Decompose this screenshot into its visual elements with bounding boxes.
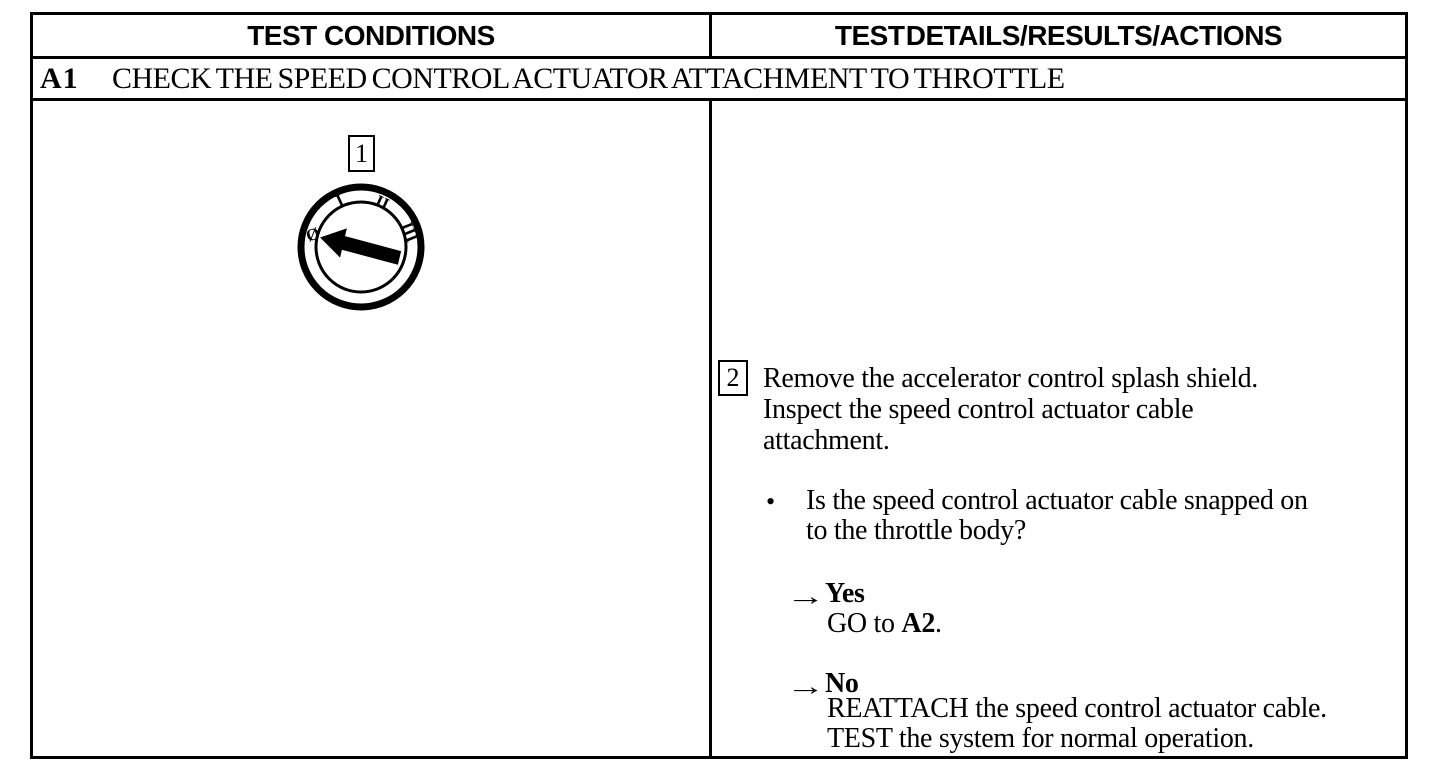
bullet-icon: • <box>766 487 776 516</box>
ignition-position-1-label: I <box>332 190 347 211</box>
ignition-position-lock-label: Ø <box>303 223 323 246</box>
action-step-reference: A2 <box>901 608 936 639</box>
ignition-position-2-label: II <box>372 191 393 214</box>
action-line: REATTACH the speed control actuator cable. <box>827 693 1327 724</box>
instruction-line: Inspect the speed control actuator cable <box>763 394 1194 425</box>
test-step-title: CHECK THE SPEED CONTROL ACTUATOR ATTACHMENT TO THROTTLE <box>112 62 1065 95</box>
action-text: . <box>935 608 942 639</box>
step-row-bottom-rule <box>30 98 1408 101</box>
figure-callout-number: 1 <box>355 138 368 168</box>
step-instruction-text <box>763 363 1258 456</box>
result-arrow-icon: → <box>786 582 825 611</box>
ignition-key-arrow-icon <box>317 223 404 271</box>
instruction-line: Remove the accelerator control splash shield. <box>763 363 1258 394</box>
instruction-line: attachment. <box>763 425 890 456</box>
header-row-bottom-rule <box>30 56 1408 59</box>
test-step-id: A1 <box>40 62 79 95</box>
question-line: Is the speed control actuator cable snapped on <box>806 485 1308 516</box>
step-callout-box-2 <box>718 360 748 396</box>
ignition-position-3-label: III <box>397 219 423 245</box>
result-no-label: No <box>825 668 859 699</box>
action-line: TEST the system for normal operation. <box>827 723 1254 754</box>
result-arrow-icon: → <box>786 672 825 701</box>
result-yes-action <box>827 608 942 640</box>
action-text: GO to <box>827 608 902 639</box>
question-line: to the throttle body? <box>806 515 1026 546</box>
column-header-test-details-results-actions: TEST DETAILS/RESULTS/ACTIONS <box>834 20 1283 51</box>
figure-callout-box-1 <box>348 135 375 172</box>
question-text <box>806 486 1308 546</box>
column-header-test-conditions: TEST CONDITIONS <box>247 20 495 51</box>
result-yes-label: Yes <box>825 578 865 609</box>
result-no-action <box>827 694 1327 754</box>
step-callout-number: 2 <box>726 363 740 392</box>
ignition-switch-diagram <box>289 175 433 319</box>
column-divider-body <box>709 101 712 759</box>
